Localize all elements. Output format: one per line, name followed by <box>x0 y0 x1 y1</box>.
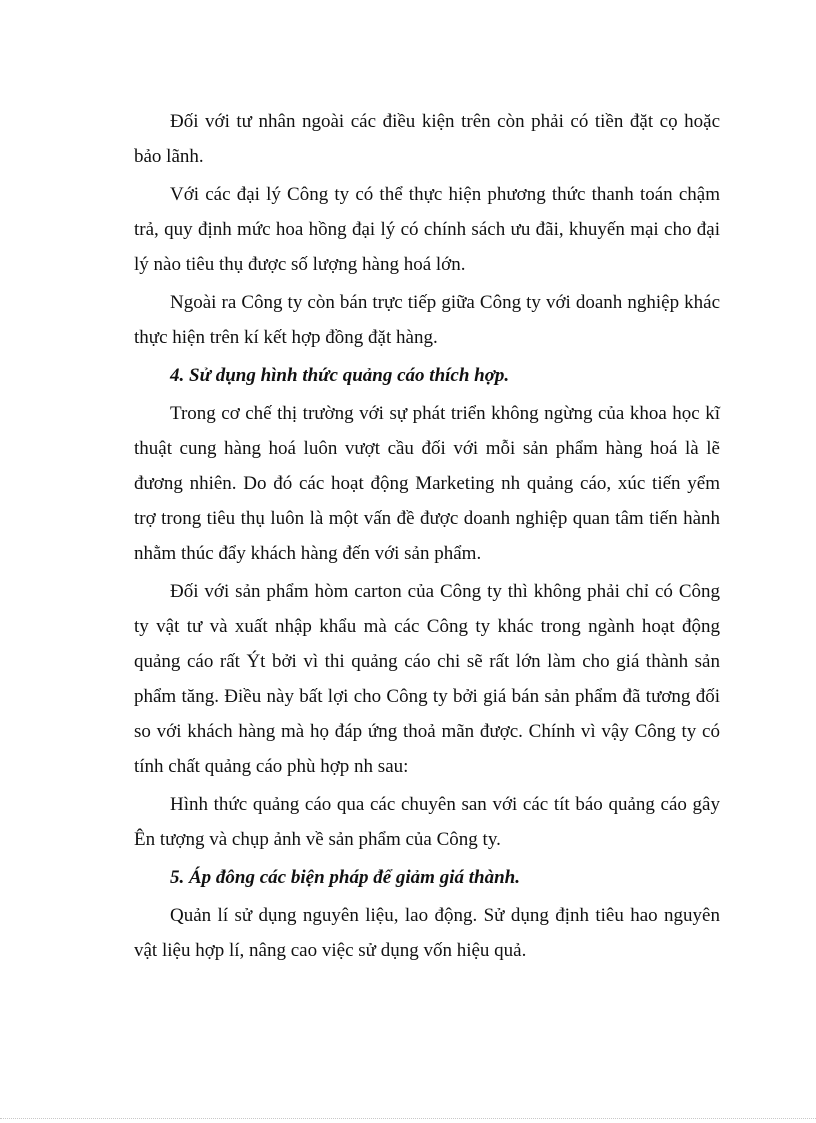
paragraph-ad-form: Hình thức quảng cáo qua các chuyên san với các tít báo quảng cáo gây Ên tượng và chụp ảnh về sản phẩm của Công ty. <box>134 794 720 850</box>
paragraph-carton-products: Đối với sản phẩm hòm carton của Công ty thì không phải chỉ có Công ty vật tư và xuất nhập khẩu mà các Công ty khác trong ngành hoạt động quảng cáo rất Ýt bởi vì thi quảng cáo chi sẽ rất lớn làm cho giá thành sản phẩm tăng. Điều này bất lợi cho Công ty bởi giá bán sản phẩm đã tương đối so với khách hàng mà họ đáp ứng thoả mãn được. Chính vì vậy Công ty có tính chất quảng cáo phù hợp nh sau: <box>134 581 720 777</box>
page-bottom-divider <box>0 1118 816 1119</box>
paragraph-cost-management: Quản lí sử dụng nguyên liệu, lao động. Sử dụng định tiêu hao nguyên vật liệu hợp lí, nâng cao việc sử dụng vốn hiệu quả. <box>134 905 720 961</box>
paragraph-direct-sales: Ngoài ra Công ty còn bán trực tiếp giữa Công ty với doanh nghiệp khác thực hiện trên kí kết hợp đồng đặt hàng. <box>134 292 720 348</box>
paragraph-deposit: Đối với tư nhân ngoài các điều kiện trên còn phải có tiền đặt cọ hoặc bảo lãnh. <box>134 111 720 167</box>
section-5-heading: 5. Áp đông các biện pháp để giảm giá thành. <box>170 867 520 888</box>
paragraph-agents: Với các đại lý Công ty có thể thực hiện phương thức thanh toán chậm trả, quy định mức hoa hồng đại lý có chính sách ưu đãi, khuyến mại cho đại lý nào tiêu thụ được số lượng hàng hoá lớn. <box>134 184 720 275</box>
section-4-heading: 4. Sử dụng hình thức quảng cáo thích hợp. <box>170 365 510 386</box>
paragraph-marketing: Trong cơ chế thị trường với sự phát triển không ngừng của khoa học kĩ thuật cung hàng hoá luôn vượt cầu đối với mỗi sản phẩm hàng hoá là lẽ đương nhiên. Do đó các hoạt động Marketing nh quảng cáo, xúc tiến yểm trợ trong tiêu thụ luôn là một vấn đề được doanh nghiệp quan tâm tiến hành nhằm thúc đẩy khách hàng đến với sản phẩm. <box>134 403 720 564</box>
document-body <box>134 104 720 971</box>
